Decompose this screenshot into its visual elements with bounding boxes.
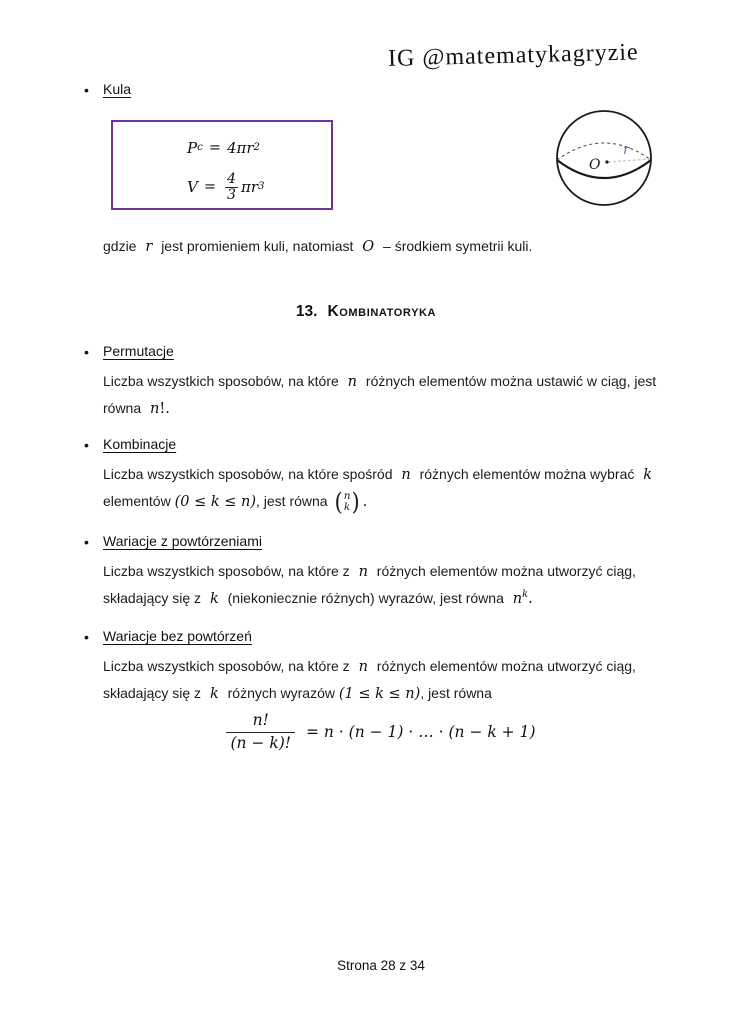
body-text: Liczba wszystkich sposobów, na które z xyxy=(103,658,350,674)
wariacje-bez-powtorzen-paragraph xyxy=(103,653,659,707)
wariacje-bez-powtorzen-title: Wariacje bez powtórzeń xyxy=(103,628,252,644)
text-line xyxy=(103,395,659,422)
wariacje-z-powtorzeniami-title: Wariacje z powtórzeniami xyxy=(103,533,262,549)
radius-dashed-line xyxy=(608,159,650,162)
fraction-numerator: n! xyxy=(252,711,269,729)
kula-title: Kula xyxy=(103,81,132,97)
body-text: (niekoniecznie różnych) wyrazów, jest równa xyxy=(227,590,504,606)
math-punctuation: . xyxy=(528,591,533,607)
equals-sign: = xyxy=(203,179,216,195)
sphere-outline xyxy=(557,111,651,205)
open-paren: ( xyxy=(334,487,343,516)
math-var-n: n xyxy=(347,374,358,390)
formula-lhs: P xyxy=(187,139,198,157)
chapter-heading xyxy=(60,303,672,321)
binom-top: n xyxy=(343,490,351,503)
chapter-title: Kombinatoryka xyxy=(327,303,437,320)
kula-formula-box xyxy=(111,120,333,210)
fraction xyxy=(225,172,238,203)
bullet-icon: • xyxy=(84,629,89,645)
math-punctuation: !. xyxy=(159,401,170,417)
body-text: Liczba wszystkich sposobów, na które spośród xyxy=(103,466,393,482)
equator-front xyxy=(557,160,651,178)
bullet-icon: • xyxy=(84,344,89,360)
math-var-k: k xyxy=(643,467,653,483)
kula-note xyxy=(103,236,663,257)
bullet-icon: • xyxy=(84,437,89,453)
permutacje-title: Permutacje xyxy=(103,343,174,359)
math-power xyxy=(513,591,528,607)
binomial-coefficient xyxy=(334,487,360,516)
wariacje-z-powtorzeniami-paragraph xyxy=(103,558,659,612)
equator-back-dashed xyxy=(557,143,651,160)
permutacje-paragraph xyxy=(103,368,659,422)
formula-rhs: = n · (n − 1) · … · (n − k + 1) xyxy=(305,723,536,742)
body-text: składający się z xyxy=(103,685,202,701)
note-text: gdzie xyxy=(103,238,137,254)
sphere-diagram xyxy=(551,107,657,209)
volume-formula: V = $\frac{4}{3}$ πr 3 xyxy=(187,170,265,203)
formula-rhs: πr xyxy=(240,178,258,196)
body-text: , jest równa xyxy=(256,493,328,509)
fraction xyxy=(226,712,295,753)
note-text: – środkiem symetrii kuli. xyxy=(383,238,533,254)
equals-sign: = xyxy=(208,140,221,156)
close-paren: ) xyxy=(351,487,360,516)
handwritten-note: IG @matematykagryzie xyxy=(387,39,639,72)
text-line xyxy=(103,653,659,680)
math-var-O: O xyxy=(362,239,375,255)
body-text: równa xyxy=(103,400,142,416)
note-text: jest promieniem kuli, natomiast xyxy=(161,238,354,254)
text-line xyxy=(103,680,659,707)
binom-bottom: k xyxy=(343,501,351,514)
math-var-n: n xyxy=(358,564,368,580)
math-var-r: r xyxy=(145,239,153,255)
text-line xyxy=(103,488,659,515)
bullet-icon: • xyxy=(84,82,89,98)
kombinacje-title: Kombinacje xyxy=(103,436,177,452)
text-line xyxy=(103,461,659,488)
math-inequality: (1 ≤ k ≤ n) xyxy=(338,686,421,702)
math-inequality: (0 ≤ k ≤ n) xyxy=(174,494,256,510)
center-point xyxy=(605,160,608,163)
chapter-number: 13. xyxy=(295,303,318,320)
fraction-denominator: 3 xyxy=(227,186,236,203)
math-var-k: k xyxy=(209,591,219,607)
math-var-k: k xyxy=(209,686,219,702)
center-label: O xyxy=(589,157,601,173)
kombinacje-paragraph xyxy=(103,461,659,515)
page-number: Strona 28 z 34 xyxy=(337,958,425,973)
fraction-denominator: (n − k)! xyxy=(226,732,295,753)
body-text: różnych elementów można wybrać xyxy=(419,466,635,482)
bullet-icon: • xyxy=(84,534,89,550)
body-text: Liczba wszystkich sposobów, na które xyxy=(103,373,339,389)
body-text: różnych elementów można utworzyć ciąg, xyxy=(376,658,636,674)
text-line xyxy=(103,368,659,395)
math-var-n: n xyxy=(358,659,368,675)
fraction-numerator: 4 xyxy=(227,170,236,187)
body-text: elementów xyxy=(103,493,171,509)
math-punctuation: . xyxy=(362,494,368,510)
power-exponent: k xyxy=(522,589,529,601)
body-text: , jest równa xyxy=(420,685,492,701)
surface-area-formula: P c = 4πr 2 xyxy=(187,139,261,157)
text-line xyxy=(103,585,659,612)
body-text: różnych elementów można utworzyć ciąg, xyxy=(376,563,636,579)
text-line xyxy=(103,558,659,585)
body-text: różnych wyrazów xyxy=(227,685,335,701)
formula-rhs: 4πr xyxy=(226,139,254,157)
body-text: składający się z xyxy=(103,590,202,606)
power-base: n xyxy=(512,591,523,607)
variations-formula xyxy=(103,712,659,753)
math-var-n: n xyxy=(150,401,160,417)
body-text: Liczba wszystkich sposobów, na które z xyxy=(103,563,350,579)
radius-label: r xyxy=(623,143,630,158)
body-text: różnych elementów można ustawić w ciąg, jest xyxy=(365,373,657,389)
math-var-n: n xyxy=(401,467,411,483)
formula-lhs: V xyxy=(187,178,198,196)
